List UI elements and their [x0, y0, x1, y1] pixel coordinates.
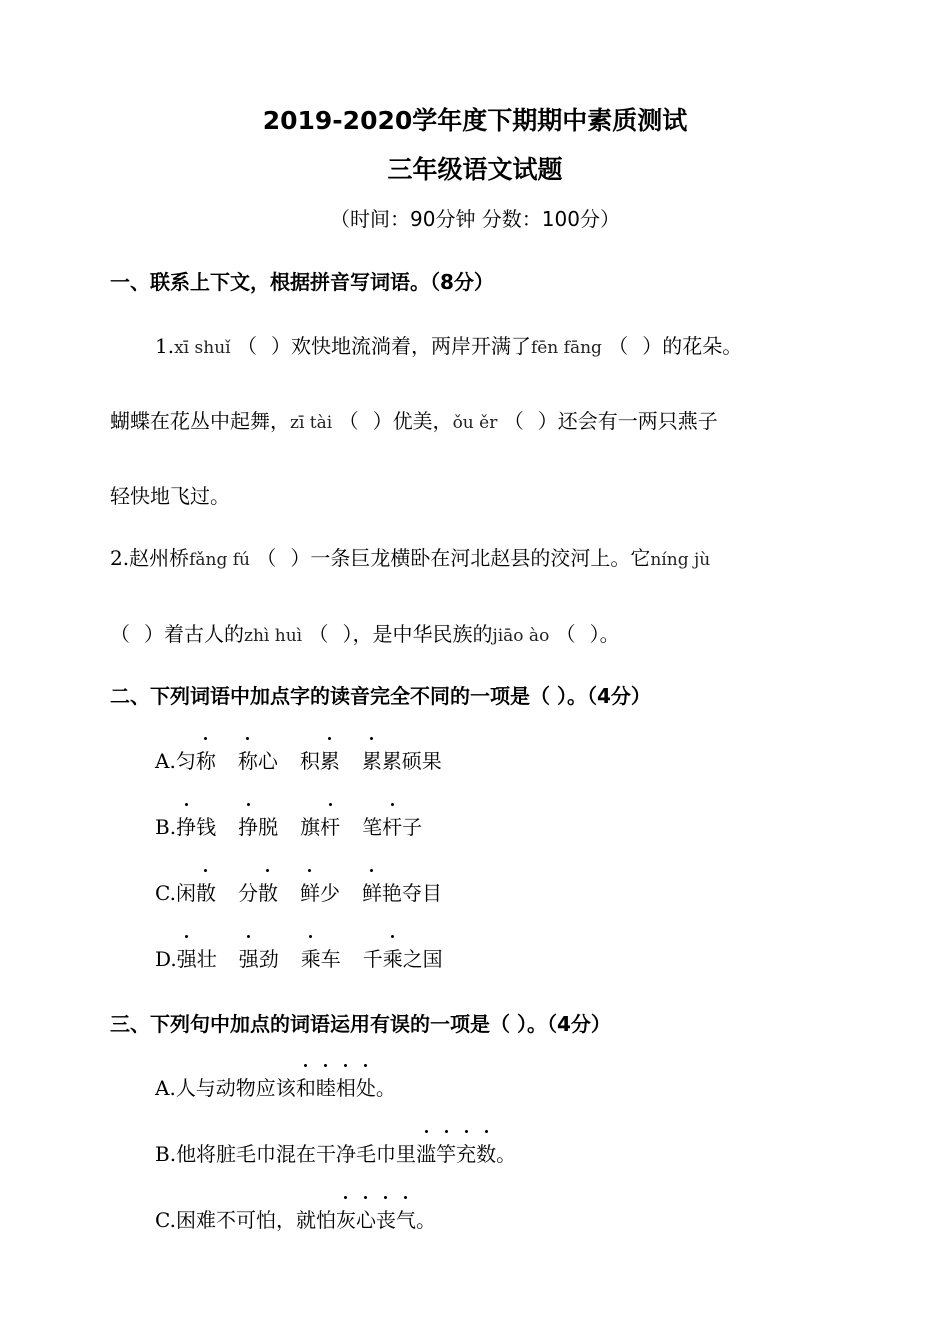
dotted-char: 充	[456, 1138, 476, 1167]
exam-meta: （时间：90分钟 分数：100分）	[330, 207, 620, 231]
q1-line-1: 1.xī shuǐ （ ）欢快地流淌着，两岸开满了fēn fāng （ ）的花朵。	[155, 334, 743, 358]
dotted-char: 杆	[320, 811, 340, 840]
pinyin-xishui: xī shuǐ	[174, 338, 231, 358]
dotted-char: 乘	[383, 943, 403, 972]
dotted-char: 累	[320, 745, 340, 774]
pinyin-zitai: zī tài	[290, 413, 333, 433]
option-label: B.	[155, 1142, 177, 1166]
option-label: A.	[155, 749, 176, 773]
s3-option-c[interactable]: C.困难不可怕，就怕灰心丧气。	[155, 1204, 436, 1233]
dotted-char: 和	[296, 1072, 316, 1101]
answer-blank[interactable]: （ ）	[608, 334, 663, 358]
option-label: C.	[155, 881, 176, 905]
pinyin-ningju: níng jù	[650, 550, 711, 570]
pinyin-jiaoao: jiāo ào	[492, 626, 550, 646]
s3-option-a[interactable]: A.人与动物应该和睦相处。	[155, 1072, 396, 1101]
exam-subtitle: 三年级语文试题	[387, 155, 563, 184]
section-1-heading: 一、联系上下文，根据拼音写词语。（8分）	[110, 270, 494, 294]
answer-blank[interactable]: （ ）	[256, 546, 311, 570]
dotted-char: 鲜	[300, 877, 320, 906]
option-label: C.	[155, 1208, 176, 1232]
answer-blank[interactable]: （ ）	[236, 334, 291, 358]
dotted-char: 称	[196, 745, 216, 774]
option-label: B.	[155, 815, 177, 839]
pinyin-fangfu: fǎng fú	[189, 550, 250, 570]
dotted-char: 鲜	[362, 877, 382, 906]
exam-title: 2019-2020学年度下期期中素质测试	[262, 106, 688, 135]
q1-line-3: 轻快地飞过。	[110, 484, 230, 508]
q2-number: 2.	[110, 546, 130, 570]
dotted-char: 气	[396, 1204, 416, 1233]
dotted-char: 挣	[238, 811, 258, 840]
dotted-char: 相	[336, 1072, 356, 1101]
q2-line-2: （ ）着古人的zhì huì （ ），是中华民族的jiāo ào （ ）。	[110, 622, 620, 646]
dotted-char: 挣	[176, 811, 196, 840]
dotted-char: 灰	[336, 1204, 356, 1233]
dotted-char: 强	[177, 943, 197, 972]
pinyin-zhihui: zhì huì	[244, 626, 303, 646]
dotted-char: 强	[239, 943, 259, 972]
dotted-char: 心	[356, 1204, 376, 1233]
pinyin-ouer: ǒu ěr	[452, 413, 498, 433]
pinyin-fenfang: fēn fāng	[530, 338, 602, 358]
dotted-char: 滥	[416, 1138, 436, 1167]
answer-blank[interactable]: （ ）	[110, 622, 164, 646]
dotted-char: 散	[258, 877, 278, 906]
section-2-heading: 二、下列词语中加点字的读音完全不同的一项是（ ）。（4分）	[110, 684, 651, 708]
s2-option-c[interactable]: C.闲散 分散 鲜少 鲜艳夺目	[155, 877, 442, 906]
dotted-char: 散	[196, 877, 216, 906]
dotted-char: 累	[362, 745, 382, 774]
dotted-char: 处	[356, 1072, 376, 1101]
answer-blank[interactable]: （ ）	[308, 622, 353, 646]
dotted-char: 称	[238, 745, 258, 774]
q2-line-1: 2.赵州桥fǎng fú （ ）一条巨龙横卧在河北赵县的洨河上。它níng jù	[110, 546, 711, 570]
dotted-char: 竽	[436, 1138, 456, 1167]
q1-line-2: 蝴蝶在花丛中起舞，zī tài （ ）优美，ǒu ěr （ ）还会有一两只燕子	[110, 409, 718, 433]
s2-option-d[interactable]: D.强壮 强劲 乘车 千乘之国	[155, 943, 443, 972]
dotted-char: 丧	[376, 1204, 396, 1233]
s3-option-b[interactable]: B.他将脏毛巾混在干净毛巾里滥竽充数。	[155, 1138, 516, 1167]
q1-number: 1.	[155, 334, 175, 358]
option-label: A.	[155, 1076, 176, 1100]
answer-blank[interactable]: （ ）	[503, 409, 558, 433]
s2-option-a[interactable]: A.匀称 称心 积累 累累硕果	[155, 745, 442, 774]
answer-blank[interactable]: （ ）	[555, 622, 600, 646]
dotted-char: 睦	[316, 1072, 336, 1101]
answer-blank[interactable]: （ ）	[338, 409, 393, 433]
dotted-char: 乘	[301, 943, 321, 972]
dotted-char: 数	[476, 1138, 496, 1167]
option-label: D.	[155, 947, 177, 971]
dotted-char: 杆	[382, 811, 402, 840]
s2-option-b[interactable]: B.挣钱 挣脱 旗杆 笔杆子	[155, 811, 422, 840]
section-3-heading: 三、下列句中加点的词语运用有误的一项是（ ）。（4分）	[110, 1012, 611, 1036]
